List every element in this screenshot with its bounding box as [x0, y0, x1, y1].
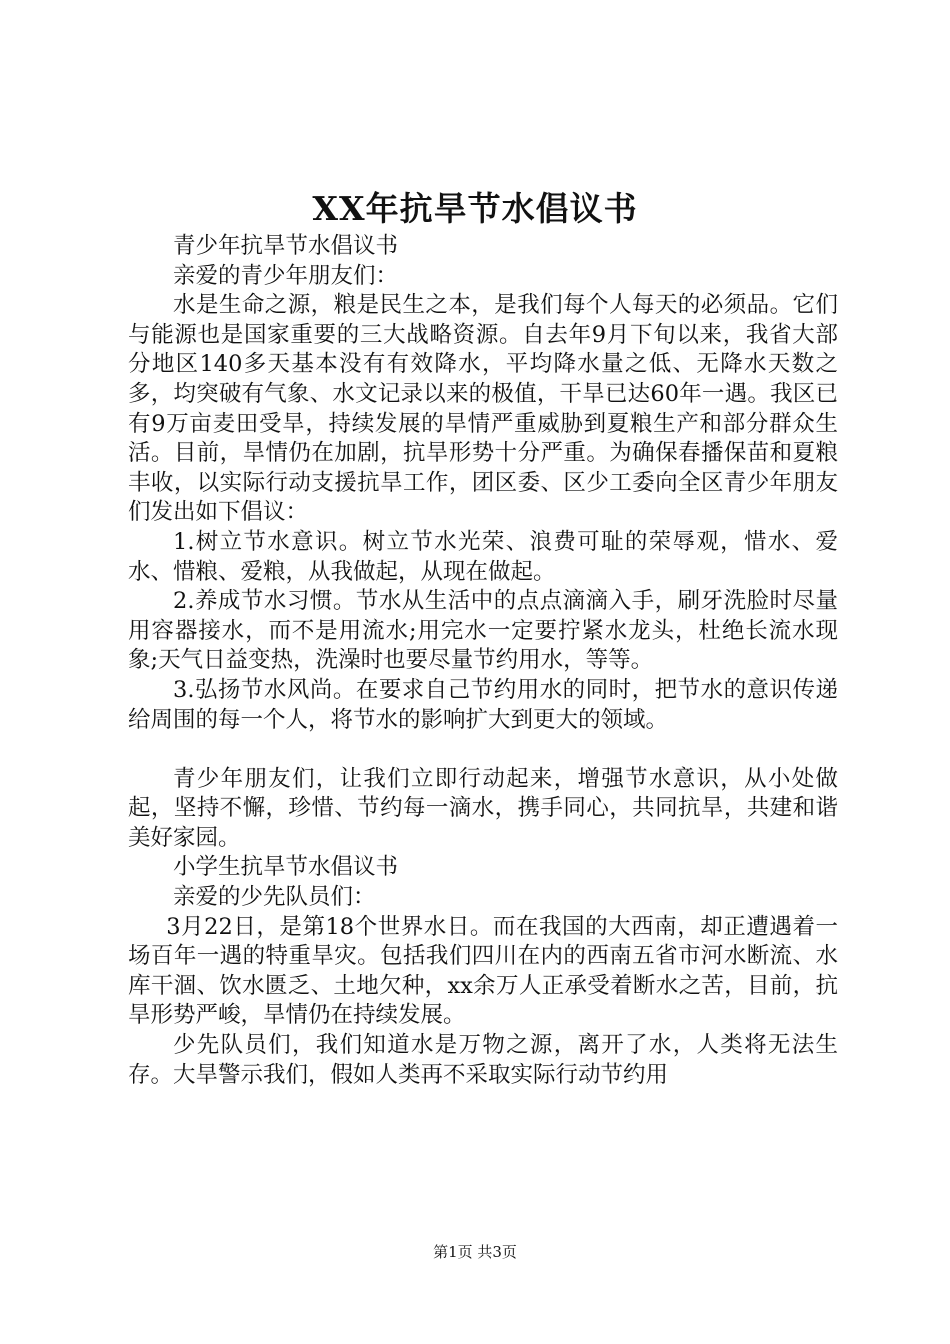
paragraph-water-day: 3月22日，是第18个世界水日。而在我国的大西南，却正遭遇着一场百年一遇的特重旱灾。包括我们四川在内的西南五省市河水断流、水库干涸、饮水匮乏、土地欠种，xx余万人正承受着断水之苦，目前，抗旱形势严峻，旱情仍在持续发展。 — [128, 913, 838, 1029]
page-number: 第1页 共3页 — [433, 1243, 517, 1261]
salutation-pupils: 亲爱的少先队员们： — [173, 884, 376, 911]
section-heading-youth: 青少年抗旱节水倡议书 — [173, 233, 399, 259]
list-item-2: 2.养成节水习惯。节水从生活中的点点滴滴入手，刷牙洗脸时尽量用容器接水，而不是用流水;用完水一定要拧紧水龙头，杜绝长流水现象;天气日益变热，洗澡时也要尽量节约用水，等等。 — [128, 588, 838, 674]
paragraph-pupils-continued: 少先队员们，我们知道水是万物之源，离开了水，人类将无法生存。大旱警示我们，假如人类再不采取实际行动节约用 — [128, 1032, 838, 1088]
list-item-3: 3.弘扬节水风尚。在要求自己节约用水的同时，把节水的意识传递给周围的每一个人，将节水的影响扩大到更大的领域。 — [128, 676, 838, 733]
paragraph-intro: 水是生命之源，粮是民生之本，是我们每个人每天的必须品。它们与能源也是国家重要的三大战略资源。自去年9月下旬以来，我省大部分地区140多天基本没有有效降水，平均降水量之低、无降水天数之多，均突破有气象、水文记录以来的极值，干旱已达60年一遇。我区已有9万亩麦田受旱，持续发展的旱情严重威胁到夏粮生产和部分群众生活。目前，旱情仍在加剧，抗旱形势十分严重。为确保春播保苗和夏粮丰收，以实际行动支援抗旱工作，团区委、区少工委向全区青少年朋友们发出如下倡议： — [128, 292, 838, 526]
list-item-1: 1.树立节水意识。树立节水光荣、浪费可耻的荣辱观，惜水、爱水、惜粮、爱粮，从我做起，从现在做起。 — [128, 528, 838, 585]
paragraph-closing: 青少年朋友们，让我们立即行动起来，增强节水意识，从小处做起，坚持不懈，珍惜、节约每一滴水，携手同心，共同抗旱，共建和谐美好家园。 — [128, 765, 838, 851]
document-body — [128, 232, 838, 1090]
section-heading-pupils: 小学生抗旱节水倡议书 — [173, 854, 399, 881]
salutation-youth: 亲爱的青少年朋友们： — [173, 262, 399, 289]
document-title: XX年抗旱节水倡议书 — [312, 189, 638, 228]
